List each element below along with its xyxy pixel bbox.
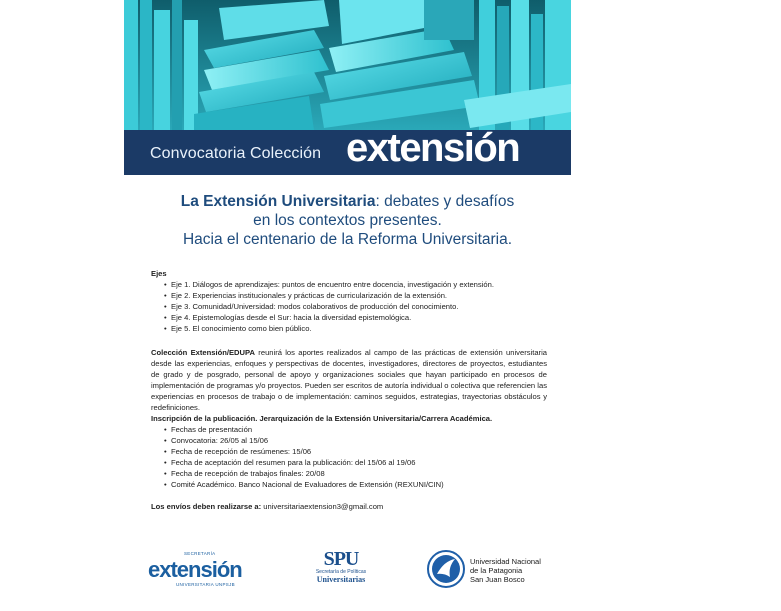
- banner-convocatoria-text: Convocatoria Colección: [150, 145, 322, 162]
- logos-footer: [124, 545, 571, 595]
- headline-line-3: Hacia el centenario de la Reforma Universitaria.: [182, 231, 513, 248]
- book-stack-right: [320, 0, 480, 128]
- inscripcion-title: Inscripción de la publicación. Jerarquización de la Extensión Universitaria/Carrera Académica.: [151, 414, 493, 423]
- poster: [124, 0, 571, 611]
- extension-logo-word: extensión: [148, 557, 242, 582]
- eje-item: • Eje 2. Experiencias institucionales y prácticas de curricularización de la extensión.: [171, 290, 547, 301]
- spu-subtitle-2: Universitarias: [316, 575, 366, 584]
- fecha-item: • Comité Académico. Banco Nacional de Evaluadores de Extensión (REXUNI/CIN): [171, 479, 547, 490]
- fechas-list: [151, 424, 547, 490]
- coleccion-paragraph: [151, 347, 547, 413]
- unpsjb-seal-icon: [426, 547, 466, 591]
- book-spines-right: [464, 0, 571, 130]
- eje-item: • Eje 5. El conocimiento como bien público.: [171, 323, 547, 334]
- unpsjb-line-1: Universidad Nacional: [470, 557, 541, 566]
- spu-logo: [310, 549, 372, 584]
- spu-subtitle: Secretaría de Políticas: [315, 569, 367, 575]
- unpsjb-name: [470, 557, 541, 584]
- eje-item: • Eje 3. Comunidad/Universidad: modos colaborativos de producción del conocimiento.: [171, 301, 547, 312]
- body-content: [151, 268, 547, 512]
- coleccion-text: reunirá los aportes realizados al campo de las prácticas de extensión universitaria desde las experiencias, enfoques y perspectivas de docentes, investigadores, directores de proyectos, estudiantes de grado y de posgrado, personal de apoyo y organizaciones sociales que hayan participado en procesos de implementación de programas y/o proyectos. Pueden ser escritos de autoría individual o colectiva que referencien las experiencias en procesos de trabajo o de implementación: caminos seguidos, estrategias, trayectorias obstáculos y redefiniciones.: [151, 348, 547, 412]
- headline-line-1-rest: : debates y desafíos: [375, 193, 515, 210]
- fecha-item: • Fecha de recepción de resúmenes: 15/06: [171, 446, 547, 457]
- unpsjb-logo: [426, 547, 566, 591]
- envios-email[interactable]: universitariaextension3@gmail.com: [261, 502, 384, 511]
- books-illustration: [124, 0, 571, 130]
- inscripcion-section: [151, 413, 547, 490]
- title-banner: [124, 126, 571, 175]
- spu-mark: SPU: [323, 548, 359, 570]
- eje-item: • Eje 1. Diálogos de aprendizajes: puntos de encuentro entre docencia, investigación y extensión.: [171, 279, 547, 290]
- extension-logo-top: SECRETARÍA: [184, 551, 216, 556]
- headline: [124, 192, 571, 249]
- unpsjb-line-2: de la Patagonia: [470, 566, 523, 575]
- coleccion-bold: Colección Extensión/EDUPA: [151, 348, 256, 357]
- headline-line-1: [124, 192, 571, 211]
- ejes-section: [151, 268, 547, 334]
- fecha-item: • Fecha de recepción de trabajos finales: 20/08: [171, 468, 547, 479]
- extension-logo-bottom: UNIVERSITARIA UNPSJB: [176, 582, 235, 587]
- fecha-item: • Fechas de presentación: [171, 424, 547, 435]
- envios-label: Los envíos deben realizarse a:: [151, 502, 262, 511]
- unpsjb-line-3: San Juan Bosco: [470, 575, 525, 584]
- headline-bold: La Extensión Universitaria: [180, 193, 376, 210]
- fecha-item: • Convocatoria: 26/05 al 15/06: [171, 435, 547, 446]
- envios-line: [151, 501, 547, 512]
- banner-extension-logo: extensión: [346, 126, 520, 170]
- headline-line-2: en los contextos presentes.: [253, 212, 442, 229]
- books-hero-image: [124, 0, 571, 130]
- ejes-title: Ejes: [151, 269, 167, 278]
- fecha-item: • Fecha de aceptación del resumen para la publicación: del 15/06 al 19/06: [171, 457, 547, 468]
- ejes-list: [151, 279, 547, 334]
- eje-item: • Eje 4. Epistemologías desde el Sur: hacia la diversidad epistemológica.: [171, 312, 547, 323]
